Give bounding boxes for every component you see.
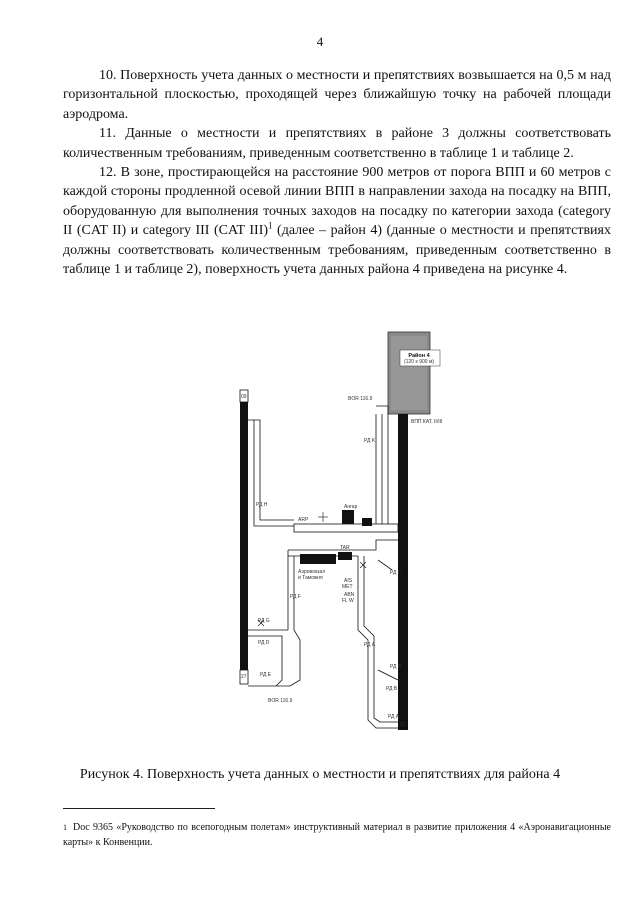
figure-caption: Рисунок 4. Поверхность учета данных о местности и препятствиях для района 4 <box>79 767 561 782</box>
rd-e-label: РД E <box>260 672 272 678</box>
paragraph-12-part-2: (далее – район 4) (данные о местности и препятствиях должны соответствовать количественным требованиям, приведенным соответственно в таблице 1 и таблице 2), поверхность учета данных района 4 приведена на рисунке 4. <box>63 223 611 278</box>
rd-h-label: РД H <box>256 502 268 508</box>
met-label: MET <box>342 584 353 590</box>
rd-a-label: РД A <box>364 642 376 648</box>
arp-label: ARP <box>298 517 309 523</box>
aerodrome-diagram <box>228 330 443 745</box>
paragraph-12-part-1: 12. В зоне, простирающейся на расстояние 900 метров от порога ВПП и 60 метров с каждой стороны продленной осевой линии ВПП в направлении захода на посадку на ВПП, оборудованную для выполнения точных заходов на посадку по категории захода (category II (CAT II) и category III (CAT III) <box>63 165 611 239</box>
bor-bottom-label: BOR 116.9 <box>268 698 293 704</box>
footnote-reference[interactable]: 1 <box>268 220 273 231</box>
page-number: 4 <box>316 34 324 49</box>
footnote <box>63 820 611 850</box>
paragraph-11: 11. Данные о местности и препятствиях в районе 3 должны соответствовать количественным требованиям, приведенным соответственно в таблице 1 и таблице 2. <box>63 126 611 161</box>
aerodrome-diagram-svg <box>228 330 443 745</box>
rd-f-label: РД F <box>290 594 301 600</box>
zone-4-title: Район 4 <box>408 353 430 359</box>
paragraph-12 <box>63 163 611 279</box>
footnote-divider <box>63 808 215 809</box>
apron <box>294 524 398 532</box>
terminal-label-2: и Таможня <box>298 575 323 581</box>
abn-label: ABN <box>344 592 355 598</box>
taxiway-network <box>248 406 398 728</box>
rd-a2-label: РД A <box>388 714 400 720</box>
paragraph-10: 10. Поверхность учета данных о местности и препятствиях возвышается на 0,5 м над горизонтальной плоскостью, проходящей через ближайшую точку на рабочей площади аэродрома. <box>63 68 611 122</box>
runway-label: ВПП КАТ. II/III <box>411 419 443 425</box>
threshold-27-secondary: 27 <box>241 674 247 680</box>
zone-4-size: (120 x 900 м) <box>403 359 435 365</box>
body-text <box>63 66 611 279</box>
rd-c-label: РД C <box>390 570 402 576</box>
rd-b-label: РД B <box>390 664 402 670</box>
hangar <box>342 510 354 524</box>
threshold-27: 27 <box>400 722 406 728</box>
tar-label: TAR <box>340 545 350 551</box>
rd-d-label: РД D <box>258 640 270 646</box>
ais-label: AIS <box>344 578 353 584</box>
threshold-09: 09 <box>241 394 247 400</box>
terminal-label-1: Аэровокзал <box>298 569 326 575</box>
flw-label: FL W <box>342 598 354 604</box>
hangar-label: Ангар <box>344 504 358 510</box>
footnote-text: Doc 9365 «Руководство по всепогодным полетам» инструктивный материал в развитие приложения 4 «Аэронавигационные карты» к Конвенции. <box>63 822 611 848</box>
bor-top-label: BOR 116.9 <box>348 396 373 402</box>
footnote-number: 1 <box>63 823 67 832</box>
terminal <box>300 554 336 564</box>
secondary-runway <box>240 392 248 684</box>
rd-g-label: РД G <box>258 618 270 624</box>
rd-b2-label: РД B <box>386 686 398 692</box>
rd-k-label: РД K <box>364 438 376 444</box>
